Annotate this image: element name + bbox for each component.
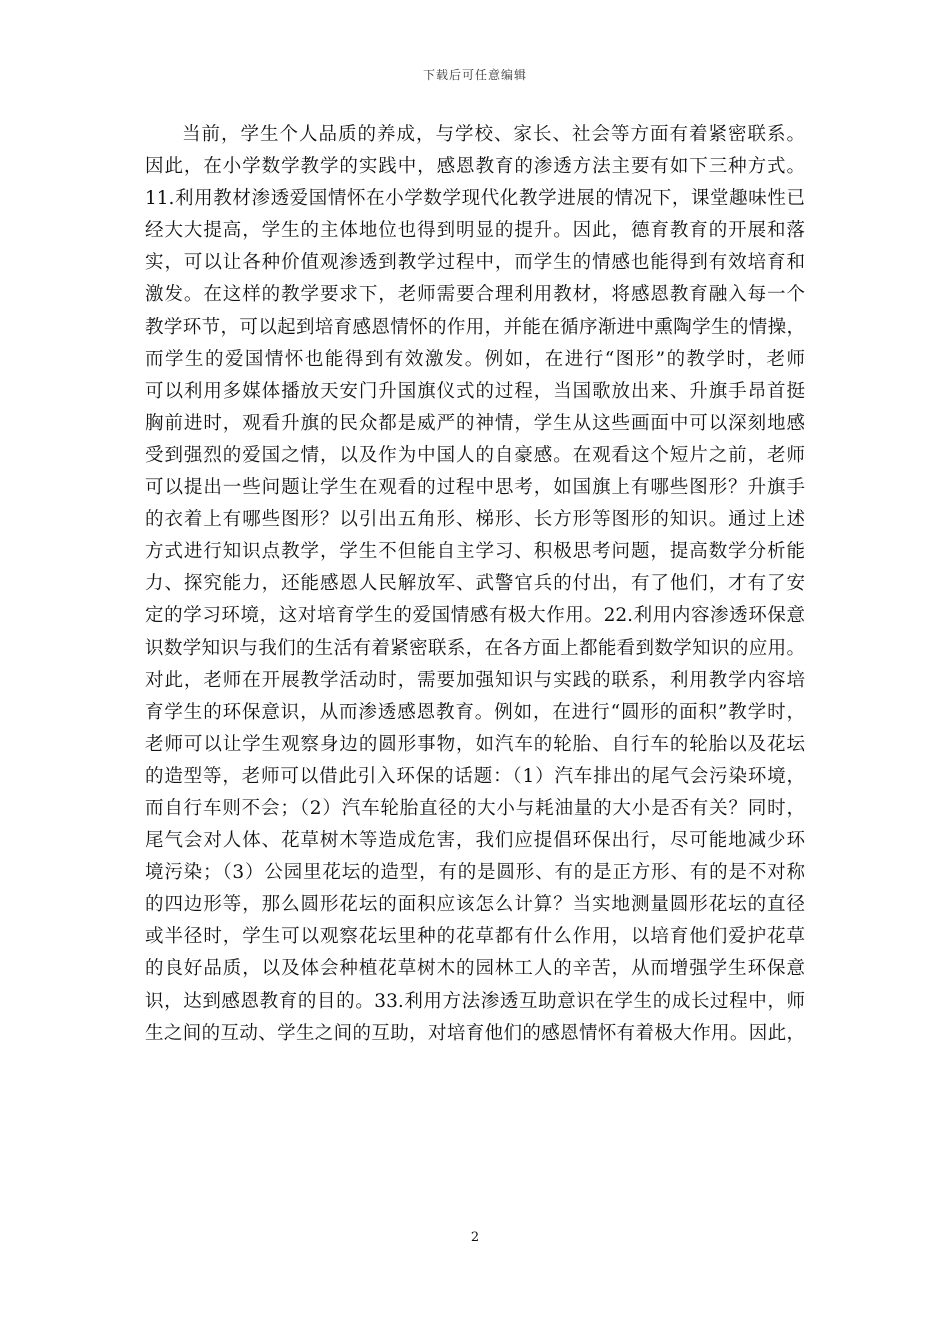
body-line: 境污染；（3）公园里花坛的造型，有的是圆形、有的是正方形、有的是不对称 (145, 862, 805, 884)
body-line: 力、探究能力，还能感恩人民解放军、武警官兵的付出，有了他们，才有了安 (145, 573, 805, 595)
page-header: 下载后可任意编辑 (422, 68, 527, 82)
body-line: 的造型等，老师可以借此引入环保的话题：（1）汽车排出的尾气会污染环境， (145, 765, 805, 787)
body-line: 老师可以让学生观察身边的圆形事物，如汽车的轮胎、自行车的轮胎以及花坛 (145, 733, 805, 755)
body-line: 胸前进时，观看升旗的民众都是威严的神情，学生从这些画面中可以深刻地感 (145, 412, 805, 434)
body-line: 当前，学生个人品质的养成，与学校、家长、社会等方面有着紧密联系。 (182, 124, 805, 145)
body-line: 定的学习环境，这对培育学生的爱国情感有极大作用。22.利用内容渗透环保意 (145, 605, 805, 627)
body-line: 受到强烈的爱国之情，以及作为中国人的自豪感。在观看这个短片之前，老师 (145, 444, 805, 466)
body-line: 实，可以让各种价值观渗透到教学过程中，而学生的情感也能得到有效培育和 (145, 252, 805, 274)
body-line: 可以提出一些问题让学生在观看的过程中思考，如国旗上有哪些图形？升旗手 (145, 477, 805, 499)
body-line: 激发。在这样的教学要求下，老师需要合理利用教材，将感恩教育融入每一个 (145, 284, 805, 306)
body-line: 尾气会对人体、花草树木等造成危害，我们应提倡环保出行，尽可能地减少环 (145, 830, 805, 852)
body-line: 的衣着上有哪些图形？以引出五角形、梯形、长方形等图形的知识。通过上述 (145, 509, 805, 531)
body-line: 的良好品质，以及体会种植花草树木的园林工人的辛苦，从而增强学生环保意 (145, 958, 805, 980)
body-line: 教学环节，可以起到培育感恩情怀的作用，并能在循序渐进中熏陶学生的情操， (145, 316, 805, 338)
body-line: 识数学知识与我们的生活有着紧密联系，在各方面上都能看到数学知识的应用。 (145, 637, 805, 659)
body-line: 可以利用多媒体播放天安门升国旗仪式的过程，当国歌放出来、升旗手昂首挺 (145, 380, 805, 402)
body-line: 而学生的爱国情怀也能得到有效激发。例如，在进行“图形”的教学时，老师 (145, 348, 805, 370)
body-line: 的四边形等，那么圆形花坛的面积应该怎么计算？当实地测量圆形花坛的直径 (145, 894, 805, 916)
body-line: 经大大提高，学生的主体地位也得到明显的提升。因此，德育教育的开展和落 (145, 220, 805, 242)
document-body (145, 119, 805, 1050)
body-line: 因此，在小学数学教学的实践中，感恩教育的渗透方法主要有如下三种方式。 (145, 156, 805, 178)
body-line: 方式进行知识点教学，学生不但能自主学习、积极思考问题，提高数学分析能 (145, 541, 805, 563)
body-line: 对此，老师在开展教学活动时，需要加强知识与实践的联系，利用教学内容培 (145, 669, 805, 691)
body-line: 11.利用教材渗透爱国情怀在小学数学现代化教学进展的情况下，课堂趣味性已 (145, 188, 805, 210)
page-number: 2 (470, 1230, 480, 1245)
body-line: 而自行车则不会；（2）汽车轮胎直径的大小与耗油量的大小是否有关？同时， (145, 797, 805, 819)
body-line: 生之间的互动、学生之间的互助，对培育他们的感恩情怀有着极大作用。因此， (145, 1022, 805, 1044)
body-line: 育学生的环保意识，从而渗透感恩教育。例如，在进行“圆形的面积”教学时， (145, 701, 805, 723)
body-line: 识，达到感恩教育的目的。33.利用方法渗透互助意识在学生的成长过程中，师 (145, 990, 805, 1012)
body-line: 或半径时，学生可以观察花坛里种的花草都有什么作用，以培育他们爱护花草 (145, 926, 805, 948)
